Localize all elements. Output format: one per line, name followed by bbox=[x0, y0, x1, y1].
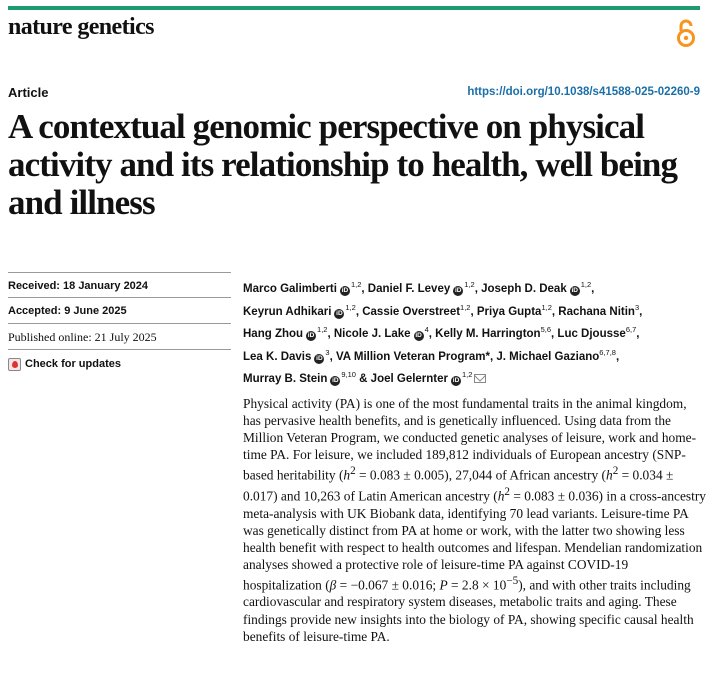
journal-name: nature genetics bbox=[8, 14, 154, 40]
orcid-icon[interactable]: iD bbox=[336, 309, 343, 317]
author[interactable] bbox=[243, 370, 356, 386]
author[interactable] bbox=[435, 325, 552, 341]
author-name: Daniel F. Levey bbox=[367, 283, 451, 295]
author[interactable] bbox=[476, 302, 552, 318]
affiliation-marker: 6,7 bbox=[625, 325, 637, 335]
accepted-date: Accepted: 9 June 2025 bbox=[8, 298, 231, 324]
orcid-icon[interactable]: iD bbox=[332, 377, 339, 385]
author-name: Cassie Overstreet bbox=[362, 305, 461, 318]
orcid-icon[interactable]: iD bbox=[571, 287, 578, 294]
author[interactable] bbox=[557, 325, 637, 341]
published-date: Published online: 21 July 2025 bbox=[8, 324, 231, 350]
affiliation-marker: 1,2 bbox=[464, 280, 475, 289]
author-name: VA Million Veteran Program* bbox=[335, 350, 490, 363]
author[interactable] bbox=[496, 347, 616, 363]
author[interactable] bbox=[367, 280, 475, 295]
author-name: Lea K. Davis bbox=[243, 350, 312, 363]
affiliation-marker: 1,2 bbox=[460, 302, 471, 312]
author-name: Murray B. Stein bbox=[243, 373, 328, 386]
affiliation-marker: 6,7,8 bbox=[599, 347, 616, 357]
affiliation-marker: 1,2 bbox=[462, 370, 473, 380]
author-name: Priya Gupta bbox=[476, 305, 542, 318]
journal-header-rule bbox=[8, 6, 700, 10]
email-icon[interactable] bbox=[474, 374, 486, 383]
author[interactable] bbox=[243, 347, 330, 363]
author[interactable] bbox=[362, 302, 471, 318]
affiliation-marker: 1,2 bbox=[345, 302, 356, 312]
author[interactable] bbox=[243, 302, 356, 318]
author-name: Keyrun Adhikari bbox=[243, 305, 332, 318]
affiliation-marker: 1,2 bbox=[580, 280, 592, 289]
affiliation-marker: 1,2 bbox=[541, 302, 552, 312]
open-access-lock-icon bbox=[674, 18, 698, 48]
author-name: Hang Zhou bbox=[243, 328, 304, 341]
orcid-icon[interactable]: iD bbox=[415, 332, 422, 340]
author-list: Marco Galimberti iD$^{1,2}$, Daniel F. Levey iD$^{1,2}$, Joseph D. Deak iD$^{1,2}$, Keyrun Adhikari iD$^{1,2}$, Cassie Overstreet$^{1,2}$, Priya Gupta$^{1,2}$, Rachana Nitin$^3$, Hang Zhou iD$^{1,2}$, Nicole J. Lake iD$^4$, Kelly M. Harrington$^{5,6}$, Luc Djousse$^{6,7}$, Lea K. Davis iD$^3$, VA Million Veteran Program*, J. Michael Gaziano$^{6,7,8}$, Murray B. Stein iD$^{9,10}$ & Joel Gelernter iD$^{1,2}$ bbox=[243, 280, 643, 386]
doi-link[interactable]: https://doi.org/10.1038/s41588-025-02260-9 bbox=[467, 86, 700, 98]
author-name: Marco Galimberti bbox=[243, 283, 337, 295]
dates-panel bbox=[8, 272, 231, 378]
orcid-icon[interactable]: iD bbox=[455, 287, 462, 294]
affiliation-marker: 3 bbox=[634, 302, 640, 312]
author[interactable] bbox=[243, 325, 328, 341]
affiliation-marker: 1,2 bbox=[317, 325, 328, 335]
affiliation-marker: 3 bbox=[325, 347, 330, 357]
orcid-icon[interactable]: iD bbox=[307, 332, 315, 340]
author-name: Joseph D. Deak bbox=[481, 283, 567, 295]
received-date: Received: 18 January 2024 bbox=[8, 272, 231, 298]
orcid-icon[interactable]: iD bbox=[316, 354, 323, 362]
author-name: Joel Gelernter bbox=[370, 373, 449, 386]
author-name: J. Michael Gaziano bbox=[496, 350, 600, 363]
author[interactable] bbox=[481, 280, 592, 295]
author-name: Luc Djousse bbox=[557, 328, 626, 341]
article-type: Article bbox=[8, 85, 49, 100]
affiliation-marker: 1,2 bbox=[350, 280, 362, 289]
author[interactable] bbox=[336, 351, 490, 363]
check-updates-icon bbox=[8, 358, 21, 371]
article-title: A contextual genomic perspective on physical activity and its relationship to health, well being and illness bbox=[8, 107, 678, 222]
author[interactable] bbox=[370, 370, 487, 386]
affiliation-marker: 5,6 bbox=[540, 325, 552, 335]
check-for-updates-label: Check for updates bbox=[25, 358, 121, 370]
author[interactable] bbox=[558, 302, 640, 318]
orcid-icon[interactable]: iD bbox=[452, 377, 460, 385]
author-name: Kelly M. Harrington bbox=[435, 328, 541, 341]
author[interactable] bbox=[243, 280, 362, 295]
author[interactable] bbox=[333, 325, 429, 341]
check-for-updates-button[interactable] bbox=[8, 350, 231, 378]
affiliation-marker: 4 bbox=[424, 325, 429, 335]
author-name: Rachana Nitin bbox=[558, 305, 635, 318]
affiliation-marker: 9,10 bbox=[341, 370, 356, 380]
abstract: Physical activity (PA) is one of the most fundamental traits in the animal kingdom, has pervasive health benefits, and is genetically influenced. Using data from the Million Veteran Program, we conducted genetic analyses of leisure, work and home-time PA. For leisure, we included 189,812 individuals of European ancestry (SNP-based heritability $(h^2 = 0.083 \pm 0.005)$, 27,044 of African ancestry $(h^2 = 0.034 \pm 0.017)$ and 10,263 of Latin American ancestry $(h^2 = 0.083 \pm 0.036)$ in a cross-ancestry meta-analysis with UK Biobank data, identifying 70 lead variants. Leisure-time PA was genetically distinct from PA at home or work, with the latter two showing less health benefit with respect to health outcomes and lifespan. Mendelian randomization analyses showed a protective role of leisure-time PA against COVID-19 hospitalization (β = −0.067 ± 0.016; $P = 2.8 \times 10^{-5}$), and with other traits including cardiovascular and respiratory system diseases, metabolic traits and aging. These findings provide new insights into the biology of PA, showing specific causal health benefits of leisure-time PA. bbox=[243, 396, 707, 644]
orcid-icon[interactable]: iD bbox=[341, 287, 349, 294]
author-name: Nicole J. Lake bbox=[333, 328, 411, 341]
